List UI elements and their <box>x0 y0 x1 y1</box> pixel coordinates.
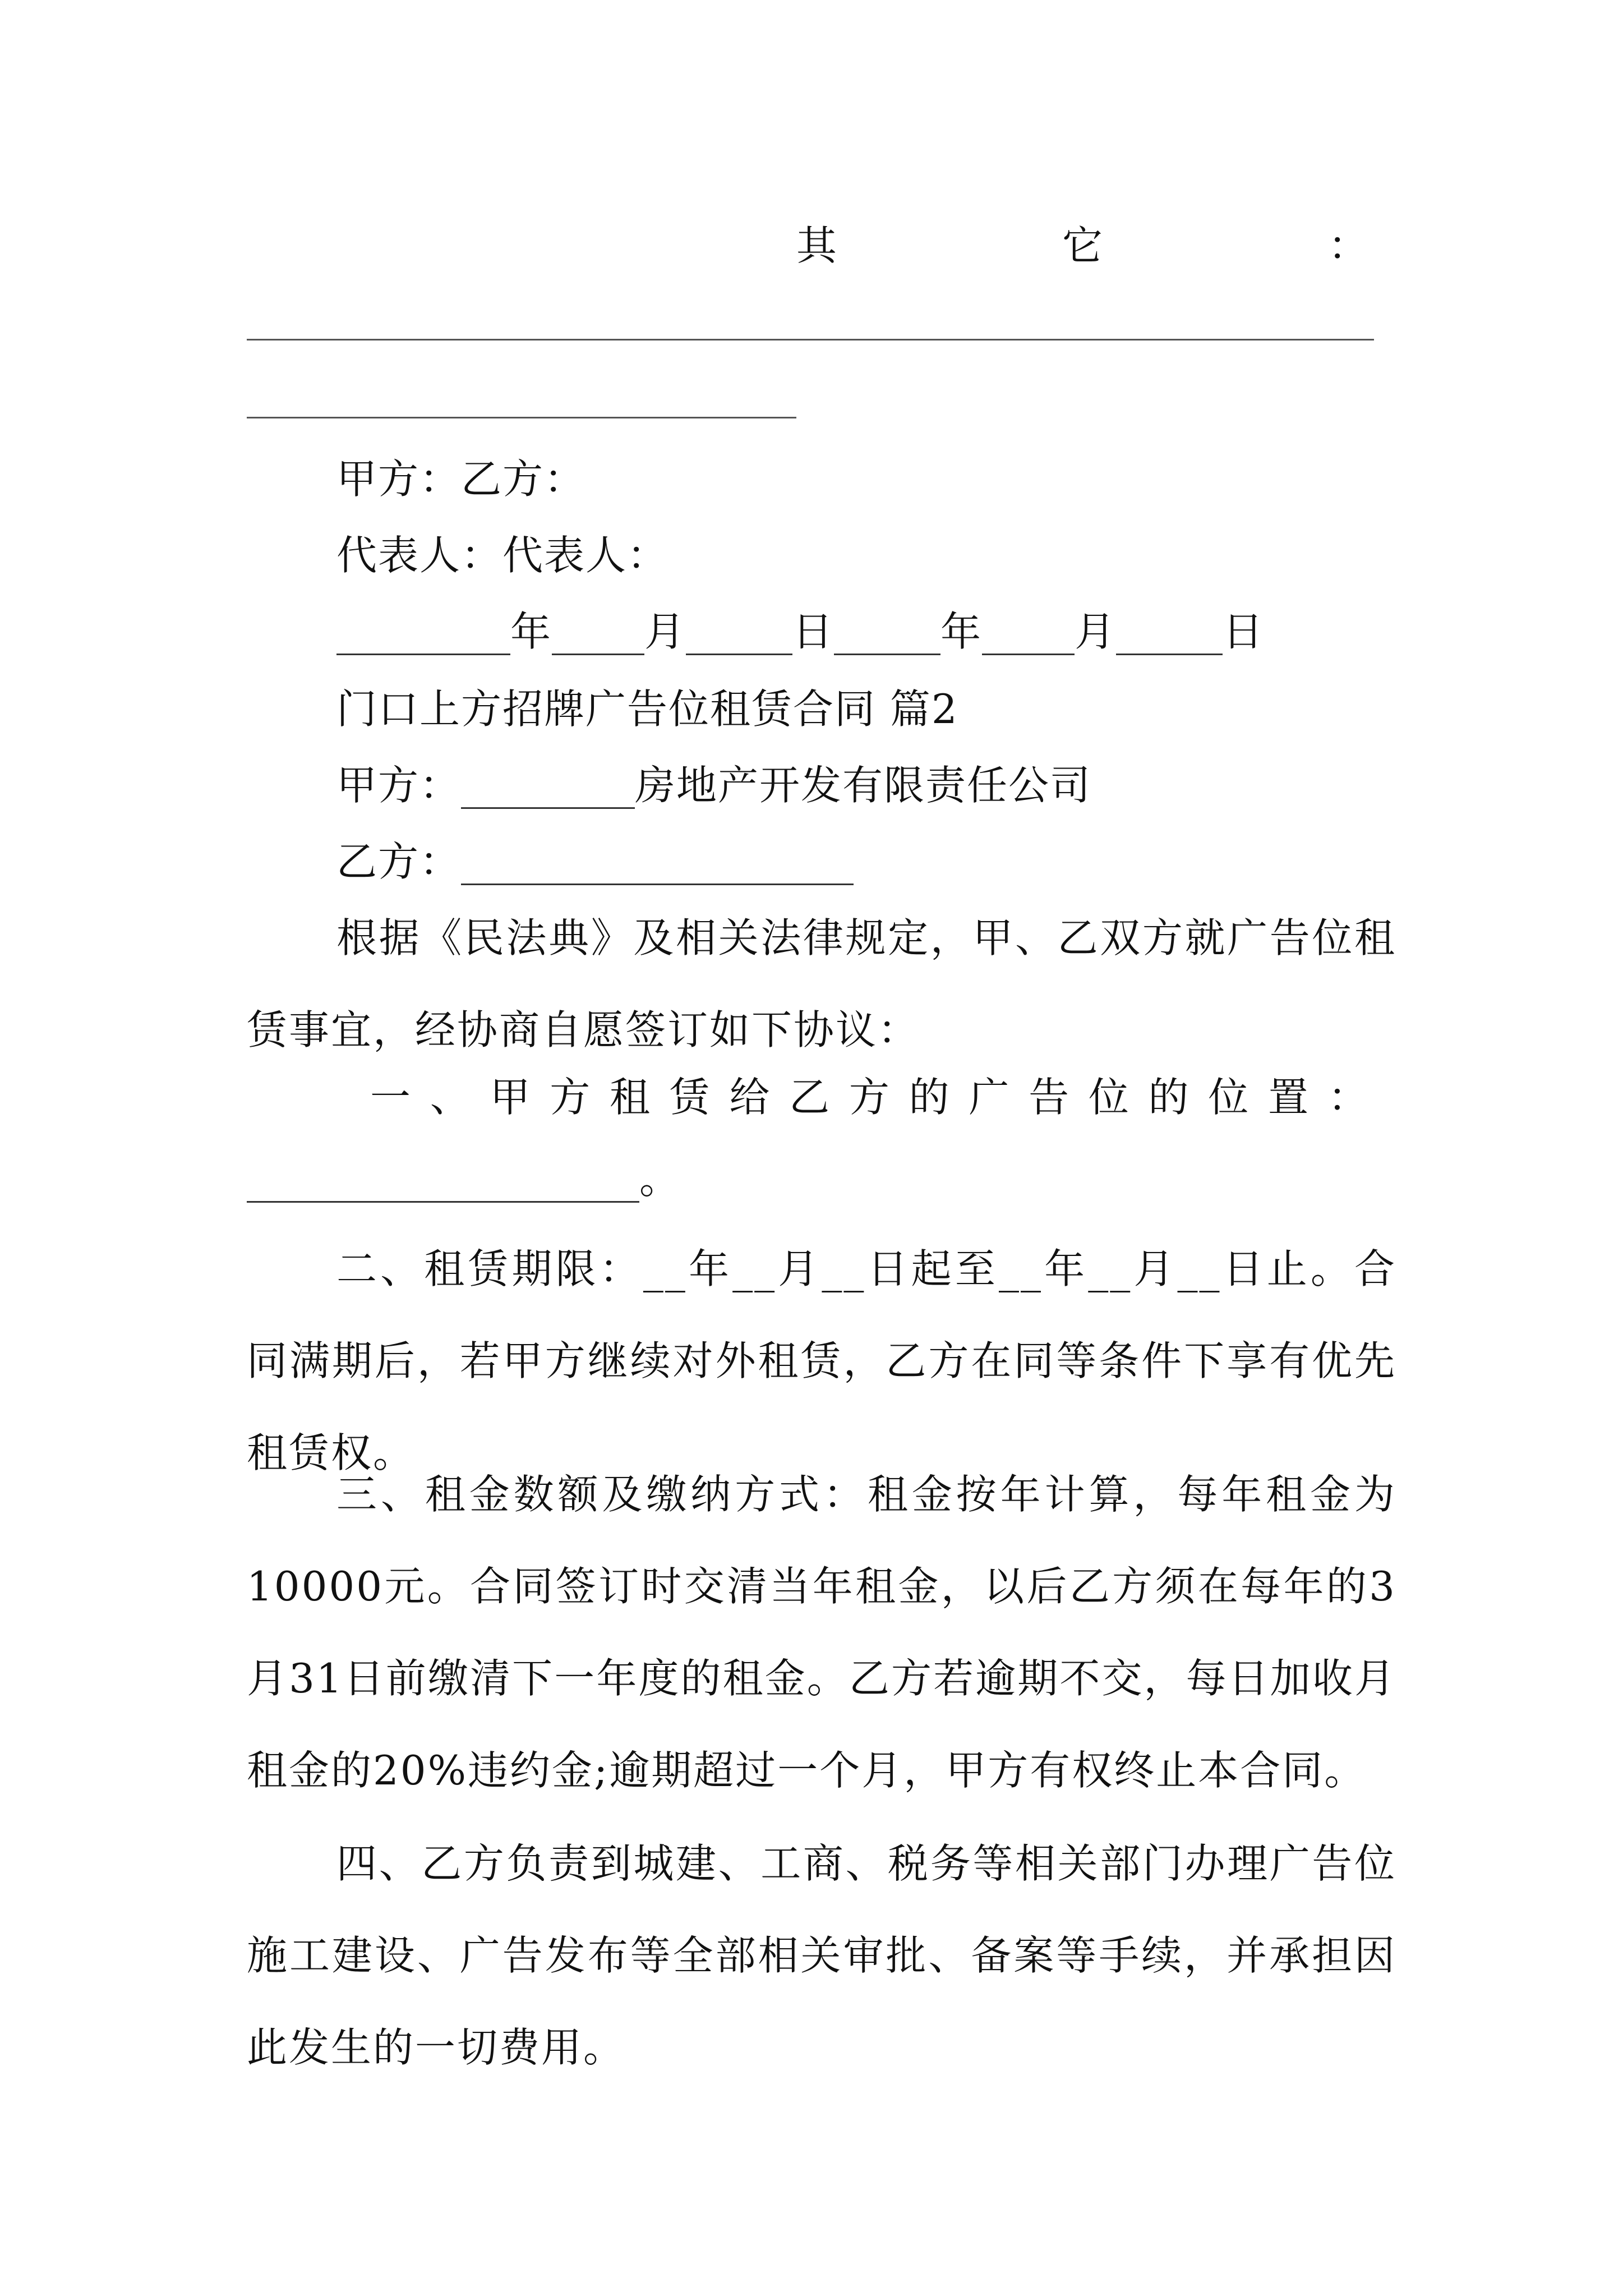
heading-char: 它 <box>1062 222 1103 269</box>
clause-1-end: 。 <box>639 1156 681 1203</box>
company-name-blank <box>461 768 635 809</box>
date-line <box>336 608 1264 655</box>
clause-1-char: 一 <box>370 1074 411 1121</box>
intro-paragraph: 根据《民法典》及相关法律规定，甲、乙双方就广告位租赁事宜，经协商自愿签订如下协议： <box>247 914 1396 1053</box>
blank-rule <box>247 417 796 418</box>
month-blank <box>552 614 644 655</box>
clause-1-char: 租 <box>609 1074 650 1121</box>
year-blank <box>834 614 940 655</box>
heading-char: 其 <box>796 222 837 269</box>
day-label: 日 <box>1223 608 1265 655</box>
day-label: 日 <box>792 608 834 655</box>
clause-1-line <box>370 1074 1368 1121</box>
month-label: 月 <box>644 608 686 655</box>
party-a-line <box>336 762 1091 809</box>
party-b-blank <box>461 844 854 885</box>
location-blank <box>247 1162 639 1203</box>
year-label: 年 <box>510 608 552 655</box>
contract-title: 门口上方招牌广告位租赁合同 篇2 <box>336 685 958 733</box>
blank-rule <box>247 339 1374 341</box>
clause-1-char: 的 <box>1148 1074 1189 1121</box>
clause-3-paragraph: 三、租金数额及缴纳方式：租金按年计算，每年租金为10000元。合同签订时交清当年租金，以后乙方须在每年的3月31日前缴清下一年度的租金。乙方若逾期不交，每日加收月租金的20%违约金;逾期超过一个月，甲方有权终止本合同。 <box>247 1471 1396 1794</box>
party-b-label: 乙方： <box>336 838 462 885</box>
party-a-company: 房地产开发有限责任公司 <box>635 762 1092 809</box>
clause-1-char: 方 <box>849 1074 889 1121</box>
clause-4-paragraph: 四、乙方负责到城建、工商、税务等相关部门办理广告位施工建设、广告发布等全部相关审批、备案等手续，并承担因此发生的一切费用。 <box>247 1840 1396 2071</box>
clause-1-blank-line <box>247 1156 681 1203</box>
party-a-label: 甲方： <box>336 762 462 809</box>
clause-2-paragraph: 二、租赁期限：__年__月__日起至__年__月__日止。合同满期后，若甲方继续对外租赁，乙方在同等条件下享有优先租赁权。 <box>247 1245 1396 1476</box>
day-blank <box>686 614 792 655</box>
representative-line: 代表人：代表人： <box>336 532 669 579</box>
clause-1-char: 置 <box>1268 1074 1309 1121</box>
year-blank <box>336 614 510 655</box>
party-b-line <box>336 838 854 885</box>
clause-1-char: 位 <box>1208 1074 1249 1121</box>
clause-1-char: 赁 <box>669 1074 710 1121</box>
clause-1-char: 甲 <box>490 1074 531 1121</box>
clause-1-char: ： <box>1327 1074 1368 1121</box>
other-heading <box>796 222 1368 269</box>
clause-1-char: 的 <box>909 1074 949 1121</box>
clause-1-char: 给 <box>729 1074 770 1121</box>
clause-1-char: 告 <box>1029 1074 1069 1121</box>
day-blank <box>1116 614 1223 655</box>
month-label: 月 <box>1075 608 1117 655</box>
year-label: 年 <box>940 608 983 655</box>
clause-1-char: 广 <box>969 1074 1009 1121</box>
clause-1-char: 方 <box>550 1074 591 1121</box>
heading-char: ： <box>1327 222 1368 269</box>
clause-1-char: 乙 <box>789 1074 830 1121</box>
party-signature-line: 甲方：乙方： <box>336 455 586 503</box>
month-blank <box>982 614 1075 655</box>
clause-1-char: 位 <box>1088 1074 1129 1121</box>
clause-1-char: 、 <box>430 1074 471 1121</box>
